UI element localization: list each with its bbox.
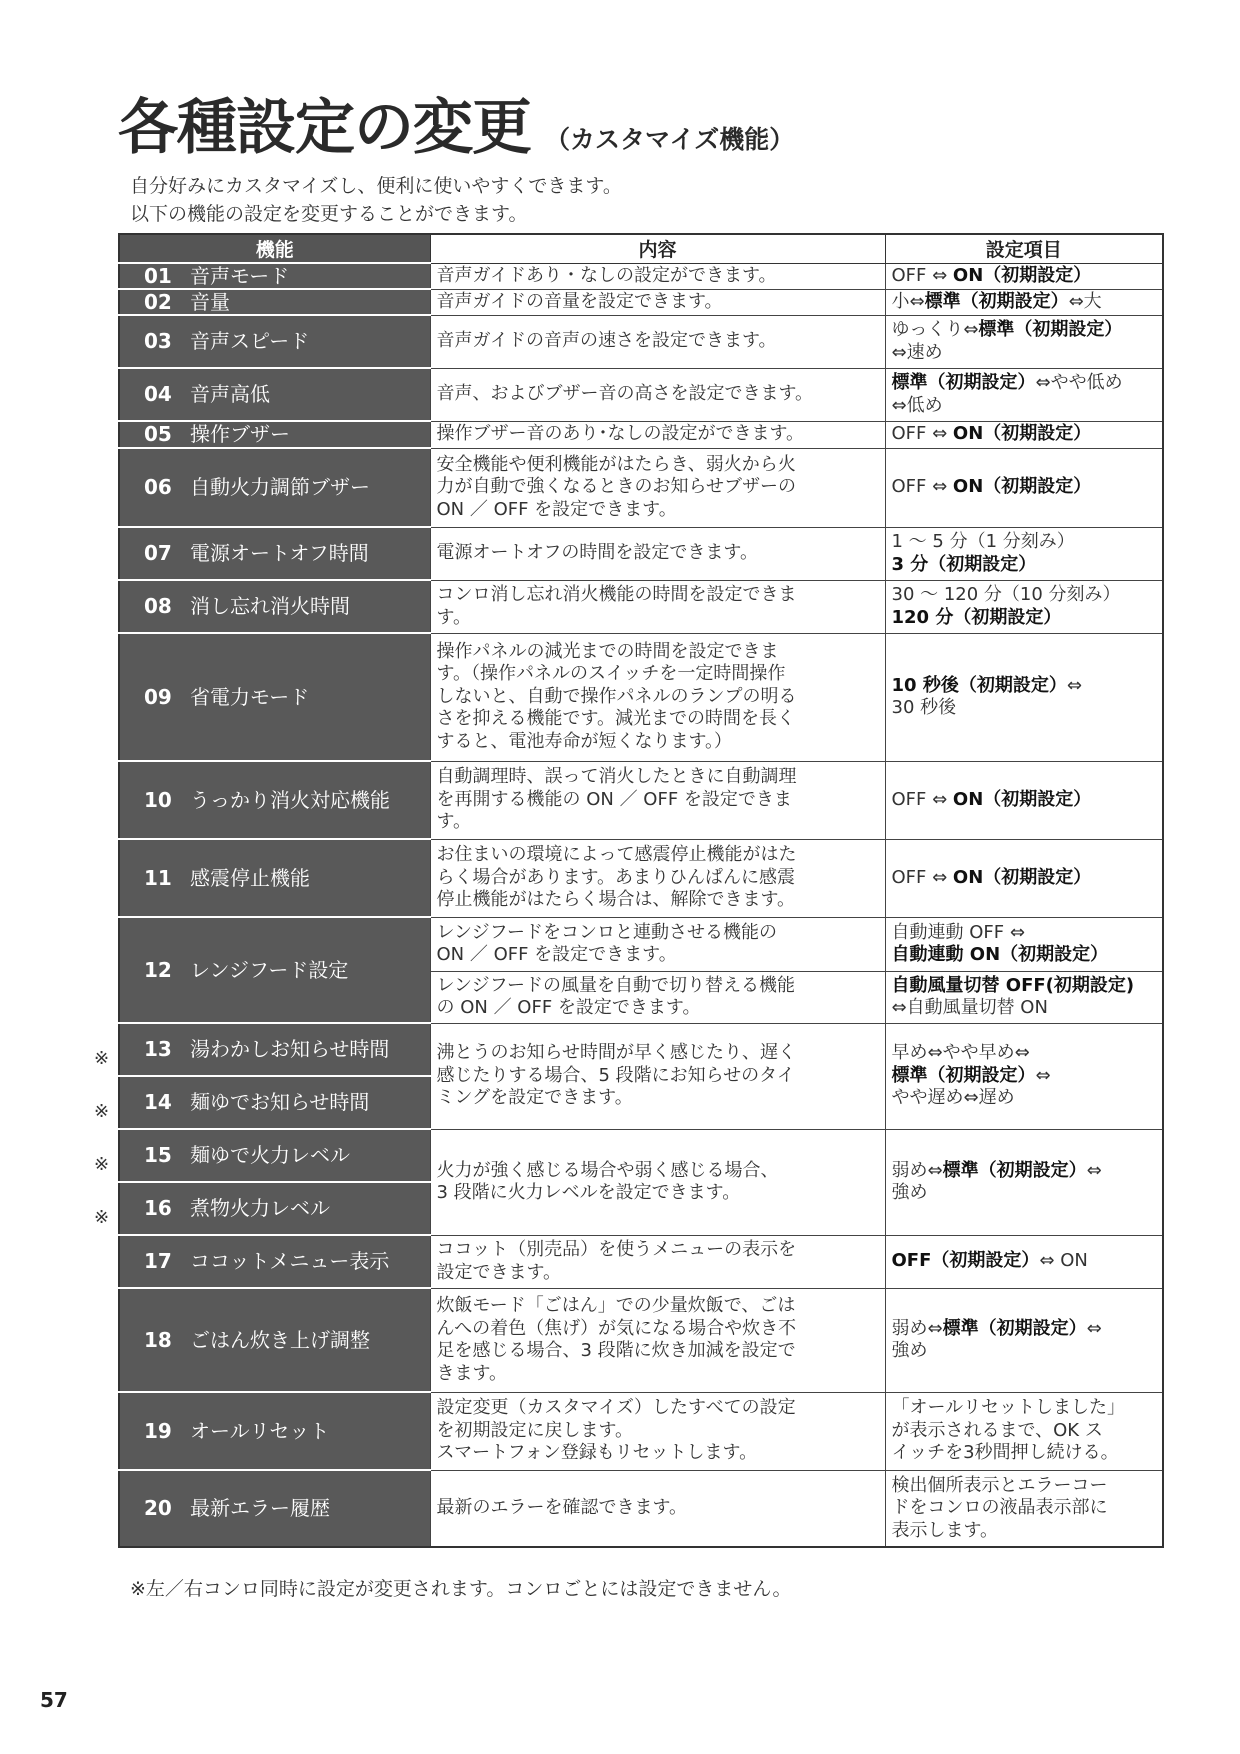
cell-line: ⇔低め <box>891 394 943 416</box>
cell-line: 足を感じる場合、3 段階に炊き加減を設定で <box>436 1340 796 1361</box>
table-row <box>119 315 1163 368</box>
cell-line: 停止機能がはたらく場合は、解除できます。 <box>436 889 796 911</box>
cell-line: す。（操作パネルのスイッチを一定時間操作 <box>436 663 786 685</box>
cell-line: 小⇔標準（初期設定）⇔大 <box>891 290 1102 312</box>
function-number: 14 <box>144 1090 172 1115</box>
table-row <box>119 448 1163 527</box>
cell-line: 操作パネルの減光までの時間を設定できま <box>436 640 779 662</box>
setting-cell <box>885 1235 1163 1288</box>
table-row <box>119 761 1163 839</box>
function-cell <box>119 1470 430 1547</box>
description-cell <box>430 527 885 580</box>
description-cell <box>430 1235 885 1288</box>
table-row <box>119 580 1163 633</box>
cell-line: が表示されるまで、OK ス <box>891 1419 1103 1441</box>
function-cell <box>119 761 430 839</box>
description-cell <box>430 917 885 971</box>
function-name: 消し忘れ消火時間 <box>190 594 350 619</box>
cell-line: を初期設定に戻します。 <box>436 1419 634 1441</box>
description-cell <box>430 761 885 839</box>
cell-line: 弱め⇔標準（初期設定）⇔ <box>891 1159 1102 1181</box>
footnote-mark: ※ <box>94 1207 110 1228</box>
setting-cell <box>885 289 1163 315</box>
setting-cell <box>885 421 1163 448</box>
table-header-row <box>119 234 1163 263</box>
setting-cell <box>885 263 1163 289</box>
cell-line: 感じたりする場合、5 段階にお知らせのタイ <box>436 1064 795 1086</box>
table-row <box>119 289 1163 315</box>
function-cell <box>119 315 430 368</box>
function-cell <box>119 580 430 633</box>
cell-line: す。 <box>436 606 472 628</box>
function-cell <box>119 633 430 761</box>
function-cell <box>119 1392 430 1470</box>
cell-line: 音声ガイドあり・なしの設定ができます。 <box>436 264 777 286</box>
description-cell <box>430 633 885 761</box>
function-name: 煮物火力レベル <box>190 1196 330 1221</box>
intro-line: 以下の機能の設定を変更することができます。 <box>130 203 528 225</box>
cell-line: 力が自動で強くなるときのお知らせブザーの <box>436 476 796 498</box>
cell-line: 「オールリセットしました」 <box>891 1397 1125 1419</box>
setting-cell <box>885 448 1163 527</box>
function-name: 音量 <box>190 289 230 314</box>
function-name: ごはん炊き上げ調整 <box>190 1327 370 1352</box>
function-number: 17 <box>144 1249 172 1274</box>
function-cell <box>119 917 430 1023</box>
table-row <box>119 421 1163 448</box>
cell-line: 30 ～ 120 分（10 分刻み） <box>891 584 1121 605</box>
function-cell <box>119 421 430 448</box>
function-number: 07 <box>144 541 172 566</box>
function-name: 電源オートオフ時間 <box>190 541 369 566</box>
cell-line: しないと、自動で操作パネルのランプの明る <box>436 685 797 707</box>
setting-cell <box>885 1470 1163 1547</box>
settings-table <box>118 233 1164 1548</box>
setting-cell <box>885 368 1163 421</box>
cell-line: 設定できます。 <box>436 1261 562 1283</box>
footnote-mark: ※ <box>94 1154 110 1175</box>
function-cell <box>119 839 430 917</box>
cell-line: 自動調理時、誤って消火したときに自動調理 <box>436 766 797 788</box>
footnote-mark: ※ <box>94 1101 110 1122</box>
cell-line: 音声ガイドの音量を設定できます。 <box>436 290 723 312</box>
cell-line: 炊飯モード「ごはん」での少量炊飯で、ごは <box>436 1295 796 1316</box>
table-row <box>119 1023 1163 1076</box>
setting-cell <box>885 527 1163 580</box>
description-cell <box>430 448 885 527</box>
cell-line: ドをコンロの液晶表示部に <box>891 1497 1108 1518</box>
cell-line: 表示します。 <box>891 1519 999 1541</box>
cell-line: 検出個所表示とエラーコー <box>891 1474 1108 1496</box>
description-cell <box>430 971 885 1023</box>
function-cell <box>119 1288 430 1392</box>
setting-cell <box>885 1288 1163 1392</box>
cell-line: 操作ブザー音のあり･なしの設定ができます。 <box>436 423 805 445</box>
cell-line: ⇔自動風量切替 ON <box>891 997 1048 1018</box>
table-row <box>119 1470 1163 1547</box>
function-number: 18 <box>144 1327 172 1352</box>
cell-line: 設定変更（カスタマイズ）したすべての設定 <box>436 1397 796 1419</box>
table-row <box>119 368 1163 421</box>
cell-line: スマートフォン登録もリセットします。 <box>436 1442 758 1464</box>
cell-line: 火力が強く感じる場合や弱く感じる場合、 <box>436 1159 779 1181</box>
function-number: 16 <box>144 1196 172 1221</box>
function-number: 01 <box>144 263 172 288</box>
cell-line: 電源オートオフの時間を設定できます。 <box>436 542 758 564</box>
cell-line: OFF ⇔ ON（初期設定） <box>891 476 1092 498</box>
footnote-mark: ※ <box>94 1048 110 1069</box>
page-subtitle: （カスタマイズ機能） <box>545 125 795 154</box>
header-setting: 設定項目 <box>885 234 1163 263</box>
description-cell <box>430 839 885 917</box>
cell-line: さを抑える機能です。減光までの時間を長く <box>436 708 796 730</box>
cell-line: す。 <box>436 811 472 833</box>
cell-line: 30 秒後 <box>891 697 957 718</box>
function-name: 麺ゆでお知らせ時間 <box>190 1090 370 1115</box>
cell-line: 沸とうのお知らせ時間が早く感じたり、遅く <box>436 1042 796 1064</box>
cell-line: コンロ消し忘れ消火機能の時間を設定できま <box>436 584 797 605</box>
function-number: 08 <box>144 594 172 619</box>
description-cell <box>430 289 885 315</box>
function-cell <box>119 1076 430 1129</box>
cell-line: お住まいの環境によって感震停止機能がはた <box>436 844 797 866</box>
function-number: 19 <box>144 1418 172 1443</box>
function-name: ココットメニュー表示 <box>190 1249 390 1274</box>
cell-line: 120 分（初期設定） <box>891 606 1062 628</box>
cell-line: 自動連動 ON（初期設定） <box>891 944 1109 965</box>
intro-text <box>130 172 622 228</box>
function-name: 省電力モード <box>190 684 310 709</box>
function-number: 12 <box>144 957 172 982</box>
cell-line: OFF ⇔ ON（初期設定） <box>891 264 1092 286</box>
function-cell <box>119 263 430 289</box>
cell-line: 安全機能や便利機能がはたらき、弱火から火 <box>436 453 796 475</box>
description-cell <box>430 1288 885 1392</box>
function-number: 04 <box>144 382 172 407</box>
cell-line: 3 段階に火力レベルを設定できます。 <box>436 1182 741 1203</box>
cell-line: ゆっくり⇔標準（初期設定） <box>891 319 1123 340</box>
cell-line: 強め <box>891 1182 928 1203</box>
function-number: 13 <box>144 1037 172 1062</box>
function-name: オールリセット <box>190 1418 330 1443</box>
function-name: レンジフード設定 <box>190 957 349 982</box>
description-cell <box>430 1023 885 1129</box>
setting-cell <box>885 1129 1163 1235</box>
setting-cell <box>885 633 1163 761</box>
cell-line: 弱め⇔標準（初期設定）⇔ <box>891 1317 1102 1339</box>
description-cell <box>430 263 885 289</box>
header-content: 内容 <box>430 234 885 263</box>
description-cell <box>430 315 885 368</box>
function-name: 音声モード <box>190 263 290 288</box>
page-header <box>118 80 794 166</box>
cell-line: の ON ／ OFF を設定できます。 <box>436 997 701 1018</box>
function-name: 自動火力調節ブザー <box>190 475 370 500</box>
cell-line: OFF ⇔ ON（初期設定） <box>891 423 1092 445</box>
function-number: 02 <box>144 289 172 314</box>
footnote: ※左／右コンロ同時に設定が変更されます。コンロごとには設定できません。 <box>130 1578 792 1600</box>
table-row <box>119 917 1163 971</box>
cell-line: 強め <box>891 1340 928 1361</box>
cell-line: 標準（初期設定）⇔やや低め <box>891 372 1123 393</box>
table-row <box>119 633 1163 761</box>
description-cell <box>430 1392 885 1470</box>
function-cell <box>119 1235 430 1288</box>
function-name: 麺ゆで火力レベル <box>190 1143 350 1168</box>
cell-line: 早め⇔やや早め⇔ <box>891 1042 1030 1064</box>
page-number: 57 <box>40 1688 68 1712</box>
cell-line: 自動風量切替 OFF(初期設定) <box>891 974 1135 996</box>
setting-cell <box>885 761 1163 839</box>
function-name: 音声スピード <box>190 329 310 354</box>
function-cell <box>119 368 430 421</box>
cell-line: ON ／ OFF を設定できます。 <box>436 498 677 520</box>
function-name: 湯わかしお知らせ時間 <box>190 1037 390 1062</box>
page-title: 各種設定の変更 <box>118 93 531 163</box>
cell-line: んへの着色（焦げ）が気になる場合や炊き不 <box>436 1317 797 1339</box>
function-cell <box>119 448 430 527</box>
description-cell <box>430 421 885 448</box>
function-name: うっかり消火対応機能 <box>190 787 390 812</box>
cell-line: ミングを設定できます。 <box>436 1087 633 1109</box>
function-cell <box>119 1129 430 1182</box>
description-cell <box>430 1129 885 1235</box>
setting-cell <box>885 971 1163 1023</box>
function-number: 10 <box>144 787 172 812</box>
intro-line: 自分好みにカスタマイズし、便利に使いやすくできます。 <box>130 175 622 197</box>
description-cell <box>430 368 885 421</box>
function-cell <box>119 1023 430 1076</box>
cell-line: 1 ～ 5 分（1 分刻み） <box>891 531 1075 552</box>
function-number: 09 <box>144 684 172 709</box>
cell-line: 音声、およびブザー音の高さを設定できます。 <box>436 383 814 405</box>
cell-line: 標準（初期設定）⇔ <box>891 1064 1051 1086</box>
description-cell <box>430 580 885 633</box>
cell-line: すると、電池寿命が短くなります。） <box>436 730 733 752</box>
setting-cell <box>885 580 1163 633</box>
cell-line: OFF（初期設定）⇔ ON <box>891 1250 1088 1272</box>
function-cell <box>119 289 430 315</box>
function-number: 03 <box>144 329 172 354</box>
setting-cell <box>885 917 1163 971</box>
cell-line: ON ／ OFF を設定できます。 <box>436 944 677 965</box>
setting-cell <box>885 1023 1163 1129</box>
function-cell <box>119 527 430 580</box>
function-number: 05 <box>144 422 172 447</box>
function-number: 20 <box>144 1496 172 1521</box>
table-row <box>119 1129 1163 1182</box>
table-row <box>119 527 1163 580</box>
cell-line: を再開する機能の ON ／ OFF を設定できま <box>436 788 792 810</box>
header-function: 機能 <box>119 234 430 263</box>
cell-line: らく場合があります。あまりひんぱんに感震 <box>436 866 796 888</box>
cell-line: やや遅め⇔遅め <box>891 1087 1015 1109</box>
cell-line: 音声ガイドの音声の速さを設定できます。 <box>436 330 777 352</box>
setting-cell <box>885 1392 1163 1470</box>
function-number: 06 <box>144 475 172 500</box>
table-row <box>119 1288 1163 1392</box>
cell-line: きます。 <box>436 1362 508 1384</box>
setting-cell <box>885 315 1163 368</box>
cell-line: OFF ⇔ ON（初期設定） <box>891 788 1092 810</box>
cell-line: 10 秒後（初期設定）⇔ <box>891 674 1082 696</box>
setting-cell <box>885 839 1163 917</box>
function-name: 操作ブザー <box>190 422 290 447</box>
table-row <box>119 839 1163 917</box>
cell-line: イッチを3秒間押し続ける。 <box>891 1442 1119 1464</box>
cell-line: ⇔速め <box>891 341 943 363</box>
description-cell <box>430 1470 885 1547</box>
table-row <box>119 1392 1163 1470</box>
cell-line: ココット（別売品）を使うメニューの表示を <box>436 1239 797 1260</box>
function-number: 15 <box>144 1143 172 1168</box>
table-row <box>119 263 1163 289</box>
cell-line: OFF ⇔ ON（初期設定） <box>891 866 1092 888</box>
cell-line: レンジフードをコンロと連動させる機能の <box>436 921 778 943</box>
function-name: 音声高低 <box>190 382 270 407</box>
function-cell <box>119 1182 430 1235</box>
table-row <box>119 1235 1163 1288</box>
cell-line: 3 分（初期設定） <box>891 553 1037 575</box>
cell-line: 最新のエラーを確認できます。 <box>436 1497 688 1518</box>
cell-line: 自動連動 OFF ⇔ <box>891 921 1025 943</box>
function-name: 感震停止機能 <box>190 865 310 890</box>
cell-line: レンジフードの風量を自動で切り替える機能 <box>436 974 796 996</box>
function-name: 最新エラー履歴 <box>190 1496 330 1521</box>
function-number: 11 <box>144 865 172 890</box>
